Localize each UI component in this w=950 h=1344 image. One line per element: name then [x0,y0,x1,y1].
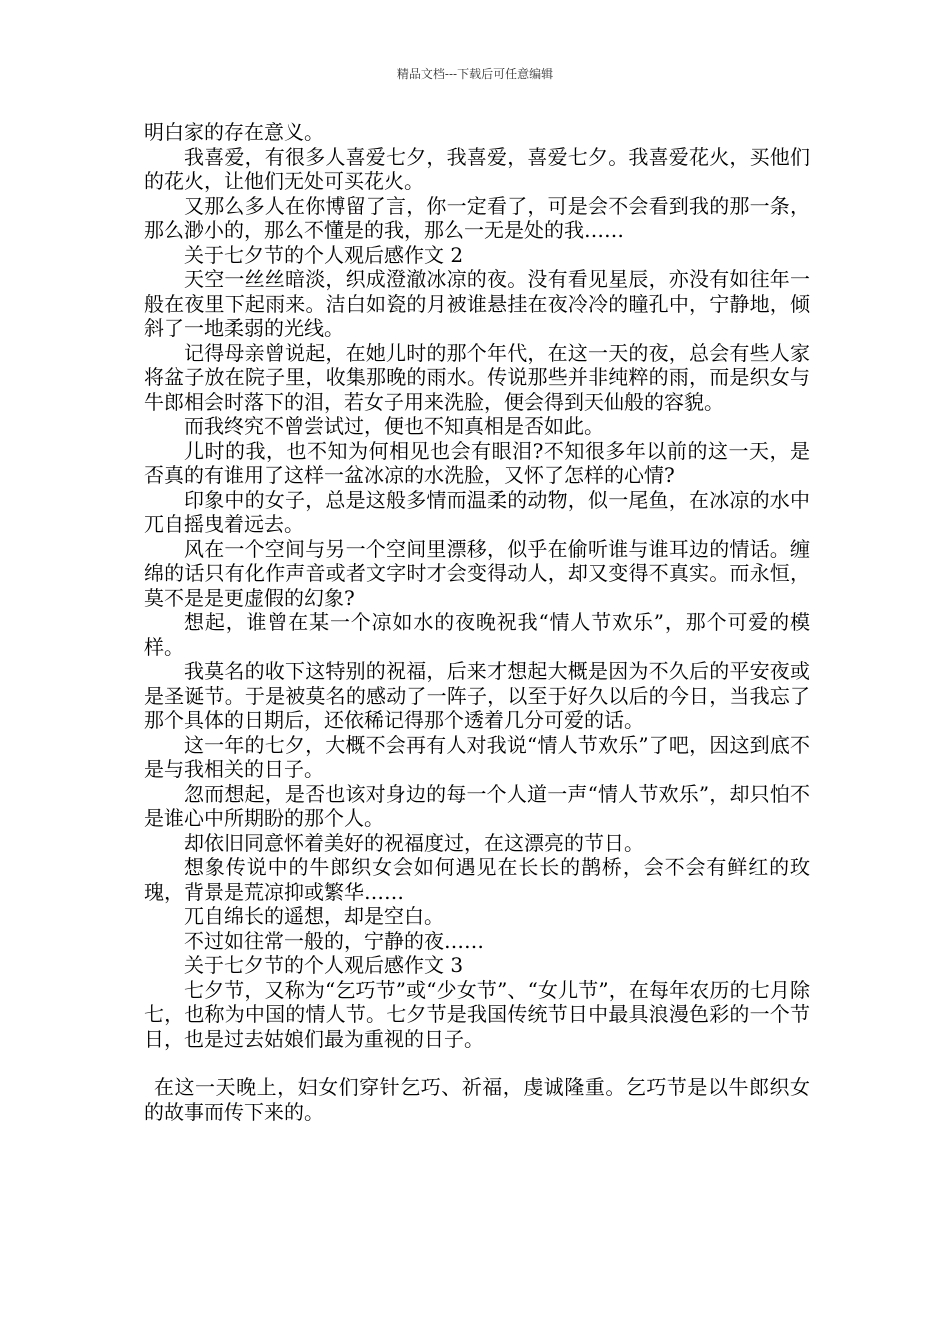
paragraph: 我莫名的收下这特别的祝福，后来才想起大概是因为不久后的平安夜或是圣诞节。于是被莫名的感动了一阵子，以至于好久以后的今日，当我忘了那个具体的日期后，还依稀记得那个透着几分可爱的话。 [144,659,810,732]
paragraph: 忽而想起，是否也该对身边的每一个人道一声“情人节欢乐”，却只怕不是谁心中所期盼的那个人。 [144,781,810,830]
page-header: 精品文档---下载后可任意编辑 [396,67,554,81]
paragraph: 七夕节，又称为“乞巧节”或“少女节”、“女儿节”，在每年农历的七月除七，也称为中国的情人节。七夕节是我国传统节日中最具浪漫色彩的一个节日，也是过去姑娘们最为重视的日子。 [144,977,810,1051]
paragraph: 记得母亲曾说起，在她儿时的那个年代，在这一天的夜，总会有些人家将盆子放在院子里，收集那晚的雨水。传说那些并非纯粹的雨，而是织女与牛郎相会时落下的泪，若女子用来洗脸，便会得到天仙般的容貌。 [144,340,810,414]
paragraph: 印象中的女子，总是这般多情而温柔的动物，似一尾鱼，在冰凉的水中兀自摇曳着远去。 [144,487,810,536]
paragraph: 风在一个空间与另一个空间里漂移，似乎在偷听谁与谁耳边的情话。缠绵的话只有化作声音或者文字时才会变得动人，却又变得不真实。而永恒，莫不是是更虚假的幻象? [144,536,810,610]
paragraph: 天空一丝丝暗淡，织成澄澈冰凉的夜。没有看见星辰，亦没有如往年一般在夜里下起雨来。洁白如瓷的月被谁悬挂在夜冷冷的瞳孔中，宁静地，倾斜了一地柔弱的光线。 [144,267,810,340]
document-body [144,120,810,1124]
paragraph: 想起，谁曾在某一个凉如水的夜晚祝我“情人节欢乐”，那个可爱的模样。 [144,610,810,659]
paragraph: 兀自绵长的遥想，却是空白。 [184,904,444,928]
section-heading: 关于七夕节的个人观后感作文 2 [184,242,464,267]
paragraph: 儿时的我，也不知为何相见也会有眼泪?不知很多年以前的这一天，是否真的有谁用了这样一盆冰凉的水洗脸，又怀了怎样的心情? [144,438,810,487]
section-heading: 关于七夕节的个人观后感作文 3 [184,953,464,977]
paragraph: 明白家的存在意义。 [144,120,324,144]
paragraph: 在这一天晚上，妇女们穿针乞巧、祈福，虔诚隆重。乞巧节是以牛郎织女的故事而传下来的。 [144,1075,810,1124]
paragraph: 想象传说中的牛郎织女会如何遇见在长长的鹊桥，会不会有鲜红的玫瑰，背景是荒凉抑或繁华…… [144,855,810,904]
paragraph: 而我终究不曾尝试过，便也不知真相是否如此。 [184,414,604,438]
paragraph: 这一年的七夕，大概不会再有人对我说“情人节欢乐”了吧，因这到底不是与我相关的日子。 [144,732,810,781]
paragraph: 我喜爱，有很多人喜爱七夕，我喜爱，喜爱七夕。我喜爱花火，买他们的花火，让他们无处可买花火。 [144,144,810,193]
paragraph: 又那么多人在你博留了言，你一定看了，可是会不会看到我的那一条，那么渺小的，那么不懂是的我，那么一无是处的我…… [144,193,810,242]
paragraph: 却依旧同意怀着美好的祝福度过，在这漂亮的节日。 [184,830,644,855]
paragraph: 不过如往常一般的，宁静的夜…… [184,928,484,953]
